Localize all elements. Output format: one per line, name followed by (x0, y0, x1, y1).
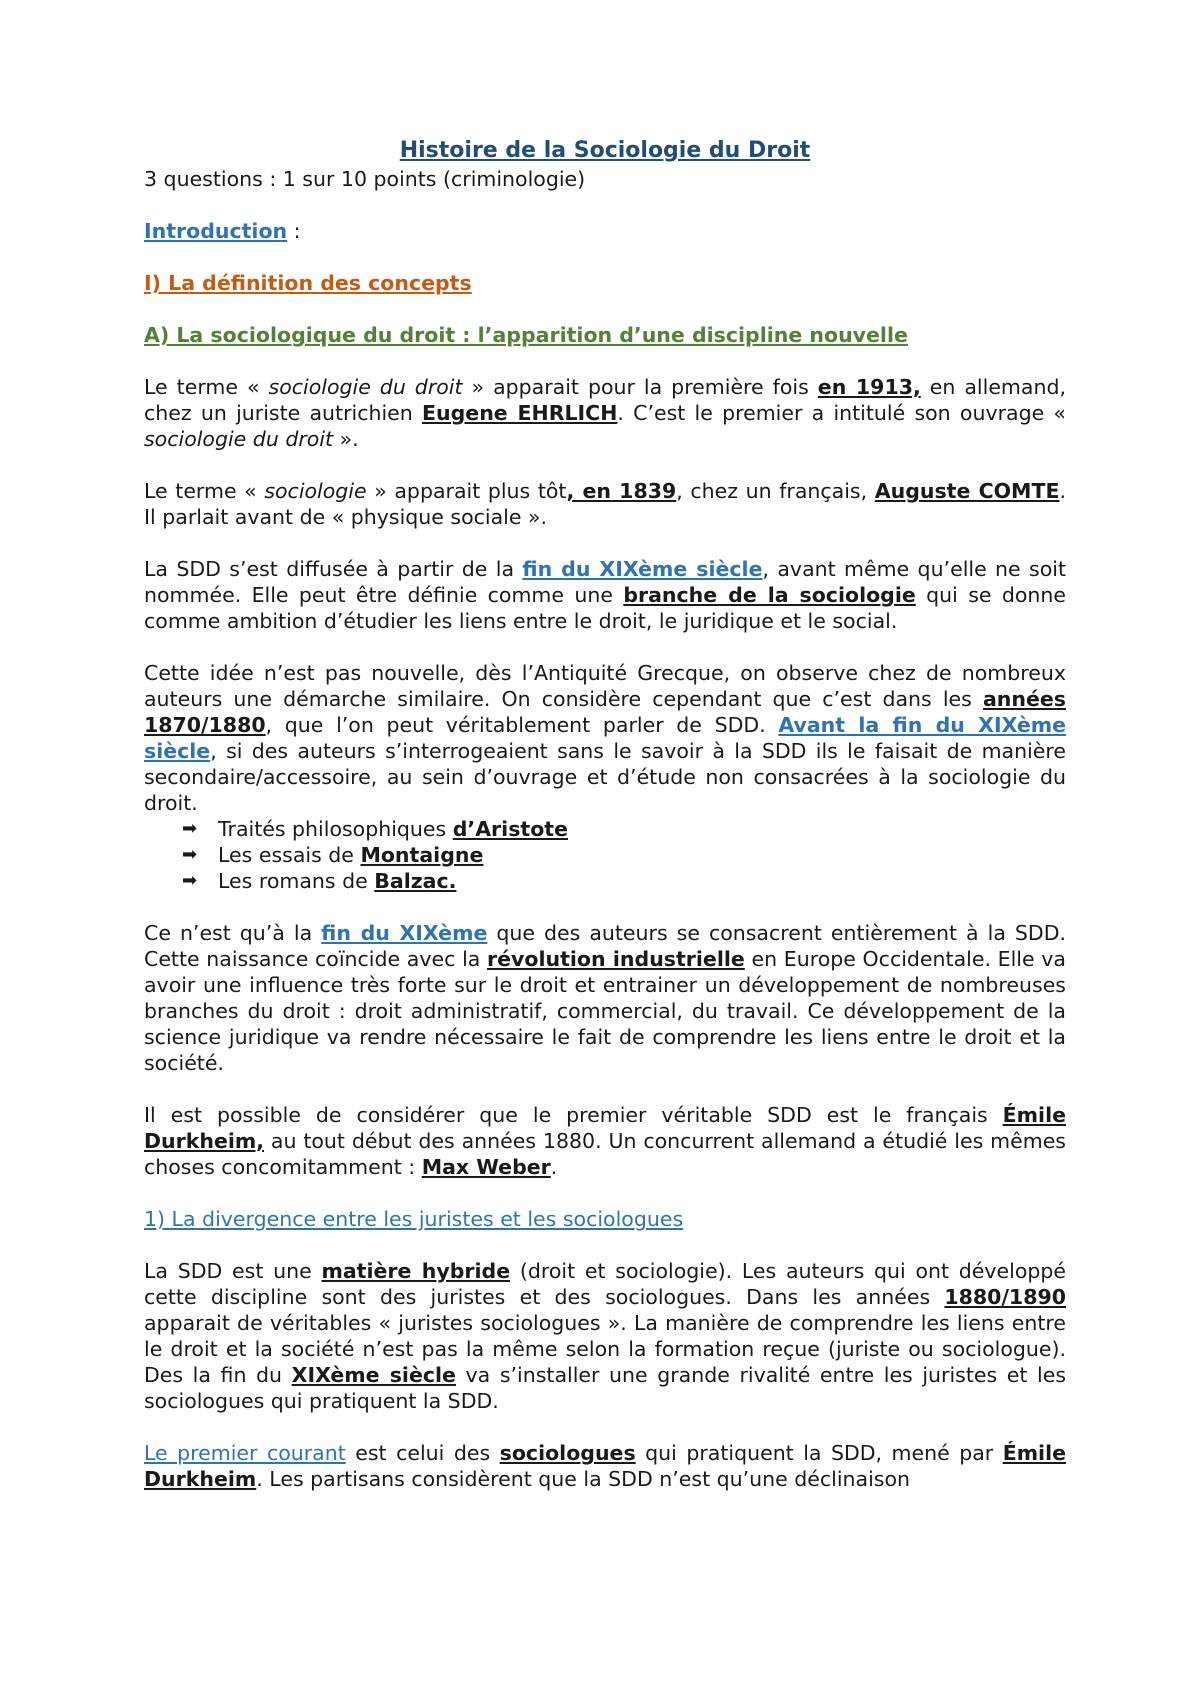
bullet-list (144, 816, 1066, 894)
right-arrow-icon: ➡ (182, 818, 198, 839)
list-item: ➡ Traités philosophiques d’Aristote (182, 817, 568, 841)
paragraph-3: La SDD s’est diffusée à partir de la fin du XIXème siècle, avant même qu’elle ne soit nommée. Elle peut être définie comme une branche de la sociologie qui se donne comme ambition d’étudier les liens entre le droit, le juridique et le social. (144, 557, 1066, 633)
heading-divergence: 1) La divergence entre les juristes et les sociologues (144, 1207, 684, 1231)
list-item: ➡ Les romans de Balzac. (182, 869, 457, 893)
document-subtitle: 3 questions : 1 sur 10 points (criminologie) (144, 167, 586, 191)
heading-definition-concepts: I) La définition des concepts (144, 271, 472, 295)
paragraph-5: Ce n’est qu’à la fin du XIXème que des auteurs se consacrent entièrement à la SDD. Cette naissance coïncide avec la révolution industrielle en Europe Occidentale. Elle va avoir une influence très forte sur le droit et entrainer un développement de nombreuses branches du droit : droit administratif, commercial, du travail. Ce développement de la science juridique va rendre nécessaire le fait de comprendre les liens entre le droit et la société. (144, 921, 1067, 1075)
list-item: ➡ Les essais de Montaigne (182, 843, 484, 867)
intro-heading (144, 218, 1066, 244)
paragraph-1: Le terme « sociologie du droit » apparait pour la première fois en 1913, en allemand, chez un juriste autrichien Eugene EHRLICH. C’est le premier a intitulé son ouvrage « sociologie du droit ». (144, 375, 1066, 451)
right-arrow-icon: ➡ (182, 870, 198, 891)
heading-sociologie-droit: A) La sociologique du droit : l’apparition d’une discipline nouvelle (144, 323, 908, 347)
intro-suffix: : (287, 219, 301, 243)
document-body (144, 138, 1066, 1492)
intro-label: Introduction (144, 219, 288, 243)
paragraph-8: Le premier courant est celui des sociologues qui pratiquent la SDD, mené par Émile Durkheim. Les partisans considèrent que la SDD n’est qu’une déclinaison (144, 1441, 1067, 1491)
paragraph-7: La SDD est une matière hybride (droit et sociologie). Les auteurs qui ont développé cette discipline sont des juristes et des sociologues. Dans les années 1880/1890 apparait de véritables « juristes sociologues ». La manière de comprendre les liens entre le droit et la société n’est pas la même selon la formation reçue (juriste ou sociologue). Des la fin du XIXème siècle va s’installer une grande rivalité entre les juristes et les sociologues qui pratiquent la SDD. (144, 1259, 1067, 1413)
paragraph-2: Le terme « sociologie » apparait plus tôt, en 1839, chez un français, Auguste COMTE. Il parlait avant de « physique sociale ». (144, 479, 1066, 529)
paragraph-4: Cette idée n’est pas nouvelle, dès l’Antiquité Grecque, on observe chez de nombreux auteurs une démarche similaire. On considère cependant que c’est dans les années 1870/1880, que l’on peut véritablement parler de SDD. Avant la fin du XIXème siècle, si des auteurs s’interrogeaient sans le savoir à la SDD ils le faisait de manière secondaire/accessoire, au sein d’ouvrage et d’étude non consacrées à la sociologie du droit. (144, 661, 1066, 815)
document-title: Histoire de la Sociologie du Droit (399, 138, 811, 163)
right-arrow-icon: ➡ (182, 844, 198, 865)
paragraph-6: Il est possible de considérer que le premier véritable SDD est le français Émile Durkheim, au tout début des années 1880. Un concurrent allemand a étudié les mêmes choses concomitamment : Max Weber. (144, 1103, 1066, 1179)
